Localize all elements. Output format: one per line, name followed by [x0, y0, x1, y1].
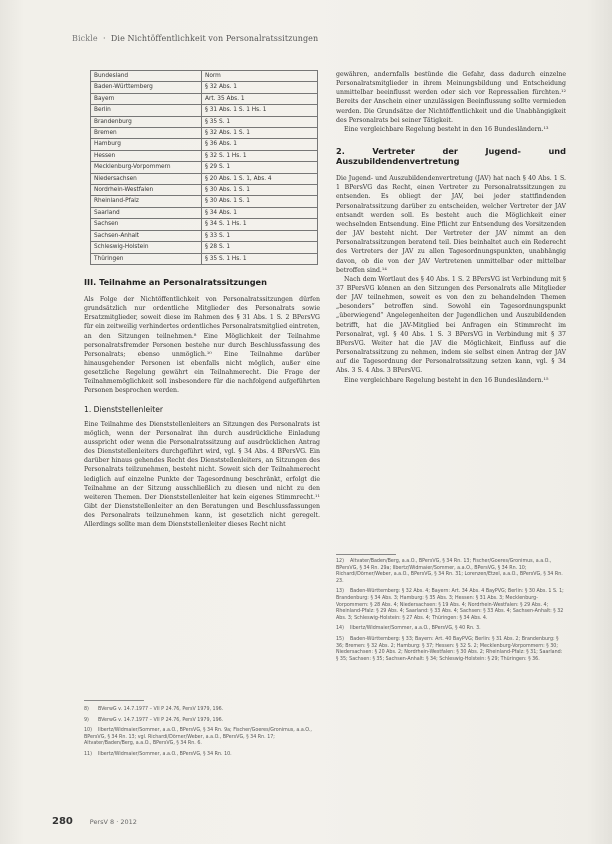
footnote: [336, 637, 566, 663]
section-heading-jav: 2. Vertreter der Jugend- und Auszubildendenvertretung: [336, 146, 566, 167]
footnote-number: 10): [84, 728, 92, 734]
table-row: [91, 242, 318, 253]
footnote: [336, 559, 566, 585]
state-cell: Hamburg: [91, 139, 202, 150]
norm-cell: § 31 Abs. 1 S. 1 Hs. 1: [202, 105, 318, 116]
state-cell: Saarland: [91, 207, 202, 218]
norm-cell: § 35 S. 1: [202, 116, 318, 127]
footnote-text: Altvater/Baden/Berg, a.a.O., BPersVG, § 34 Rn. 13; Fischer/Goeres/Gronimus, a.a.O., BPersVG, § 34 Rn. 29a; Ilbertz/Widmaier/Sommer, a.a.O., BPersVG, § 34 Rn. 10; Richardi/Dörner/Weber, a.a.O., BPersVG, § 34 Rn. 31; Lorenzen/Etzel, a.a.O., BPersVG, § 34 Rn. 23.: [336, 559, 563, 584]
norm-cell: § 30 Abs. 1 S. 1: [202, 196, 318, 207]
paragraph-continuation: gewähren, andernfalls bestünde die Gefahr, dass dadurch einzelne Personalratsmitglieder in ihrem Meinungsbildung und Entscheidung unmittelbar beeinflusst werden oder sich vor Repressalien fürchten.¹² Bereits der Anschein einer unzulässigen Beeinflussung sollte vermieden werden. Die Grundsätze der Nichtöffentlichkeit und die Unabhängigkeit des Personalrats bei seiner Tätigkeit.: [336, 71, 566, 124]
left-column: [84, 70, 320, 530]
paragraph-jav-3: Eine vergleichbare Regelung besteht in den 16 Bundesländern.¹⁵: [344, 376, 549, 384]
table-row: [91, 185, 318, 196]
state-cell: Baden-Württemberg: [91, 82, 202, 93]
subsection-heading-dienststellenleiter: 1. Dienststellenleiter: [84, 404, 164, 414]
footnote-number: 14): [336, 626, 344, 632]
footnote: [336, 589, 566, 622]
footnote: [84, 707, 320, 714]
table-header-cell: Bundesland: [91, 71, 202, 82]
right-column: [336, 70, 566, 385]
footnote-number: 9): [84, 717, 89, 723]
paragraph-jav-1: Die Jugend- und Auszubildendenvertretung (JAV) hat nach § 40 Abs. 1 S. 1 BPersVG das Recht, einen Vertreter zu Personalratssitzungen zu entsenden. Es obliegt der JAV, bei jeder stattfindenden Personalratssitzung darüber zu entscheiden, welcher Vertreter der JAV entsandt werden soll. Es besteht auch die Möglichkeit einer wechselnden Entsendung. Eine Pflicht zur Entsendung des Vorsitzenden der JAV besteht nicht. Der Vertreter der JAV nimmt an den Personalratssitzungen beratend teil. Dies beinhaltet auch ein Rederecht des Vertreters der JAV zu allen Tagesordnungspunkten, unabhängig davon, ob die von der JAV Vertretenen unmittelbar oder mittelbar betroffen sind.¹⁴: [336, 175, 566, 274]
footnote-number: 12): [336, 559, 344, 564]
header-title: Die Nichtöffentlichkeit von Personalratssitzungen: [110, 34, 319, 43]
norm-cell: § 34 S. 1 Hs. 1: [202, 219, 318, 230]
state-cell: Bremen: [91, 128, 202, 139]
footnote-text: Ilbertz/Widmaier/Sommer, a.a.O., BPersVG, § 34 Rn. 10.: [98, 751, 232, 757]
footnote-text: BVerwG v. 14.7.1977 – VII P 24.76, PersV 1979, 196.: [98, 707, 224, 712]
paragraph-dienststellenleiter: Eine Teilnahme des Dienststellenleiters an Sitzungen des Personalrats ist möglich, wenn der Personalrat ihn durch ausdrückliche Einladung ausspricht oder wenn die Personalratssitzung auf ausdrücklichen Antrag des Dienststellenleiters durchgeführt wird, vgl. § 34 Abs. 4 BPersVG. Ein darüber hinaus gehendes Recht des Dienststellenleiters, an Sitzungen des Personalrats teilzunehmen, besteht nicht. Soweit sich der Teilnahmerecht lediglich auf einzelne Punkte der Tagesordnung beschränkt, erfolgt die Teilnahme an der Sitzung ausschließlich zu diesen und nicht zu den weiteren Themen. Der Dienststellenleiter hat kein eigenes Stimmrecht.¹¹ Gibt der Dienststellenleiter an den Beratungen und Beschlussfassungen des Personalrats teilzunehmen kann, ist gesetzlich nicht geregelt. Allerdings sollte man dem Dienststellenleiter dieses Recht nicht: [84, 420, 320, 529]
paragraph-comparable-rule-1: Eine vergleichbare Regelung besteht in den 16 Bundesländern.¹³: [344, 125, 549, 133]
paragraph-jav-2: Nach dem Wortlaut des § 40 Abs. 1 S. 2 BPersVG ist Verbindung mit § 37 BPersVG können an den Sitzungen des Personalrats alle Mitglieder der JAV teilnehmen, soweit es von den zu behandelnden Themen „besonders“ betroffen sind. Sowohl ein Tagesordnungspunkt „überwiegend“ Angelegenheiten der Jugendlichen und Auszubildenden betrifft, hat die JAV-Mitglied bei Anfragen ein Stimmrecht im Personalrat, vgl. § 40 Abs. 1 S. 3 BPersVG in Verbindung mit § 37 BPersVG. Weiter hat die JAV die Möglichkeit, Einfluss auf die Personalratssitzung zu nehmen, indem sie selbst einen Antrag der JAV auf die Tagesordnung der Personalratssitzung setzen kann, vgl. § 34 Abs. 3 S. 4 Abs. 3 BPersVG.: [336, 275, 566, 375]
state-cell: Brandenburg: [91, 116, 202, 127]
table-row: [91, 253, 318, 264]
norm-cell: § 36 Abs. 1: [202, 139, 318, 150]
state-cell: Berlin: [91, 105, 202, 116]
page-number: 280: [52, 816, 73, 827]
running-header: Bickle · Die Nichtöffentlichkeit von Personalratssitzungen: [72, 34, 319, 43]
table-row: [91, 196, 318, 207]
state-cell: Hessen: [91, 150, 202, 161]
table-row: [91, 116, 318, 127]
norm-cell: Art. 35 Abs. 1: [202, 93, 318, 104]
footnote: [336, 626, 566, 633]
state-cell: Schleswig-Holstein: [91, 242, 202, 253]
state-cell: Nordrhein-Westfalen: [91, 185, 202, 196]
footnote-number: 11): [84, 751, 92, 757]
state-cell: Rheinland-Pfalz: [91, 196, 202, 207]
footnote-rule: [336, 554, 396, 555]
footnote-text: BVerwG v. 14.7.1977 – VII P 24.76, PersV 1979, 196.: [98, 717, 224, 723]
header-author: Bickle: [72, 34, 98, 43]
table-row: [91, 93, 318, 104]
issue-label: PersV 8 · 2012: [89, 818, 137, 826]
norm-cell: § 20 Abs. 1 S. 1, Abs. 4: [202, 173, 318, 184]
norm-cell: § 35 S. 1 Hs. 1: [202, 253, 318, 264]
table-row: [91, 82, 318, 93]
footnote-text: Baden-Württemberg: § 32 Abs. 4; Bayern: Art. 34 Abs. 4 BayPVG; Berlin: § 30 Abs. 1 S. 1; Brandenburg: § 34 Abs. 3; Hamburg: § 35 Abs. 3; Hessen: § 31 Abs. 3; Mecklenburg-Vorpommern: § 28 Abs. 4; Niedersachsen: § 19 Abs. 4; Nordrhein-Westfalen: § 29 Abs. 4; Rheinland-Pfalz: § 29 Abs. 4; Saarland: § 33 Abs. 4; Sachsen: § 33 Abs. 4; Sachsen-Anhalt: § 32 Abs. 3; Schleswig-Holstein: § 27 Abs. 4; Thüringen: § 34 Abs. 4.: [336, 589, 564, 621]
norm-cell: § 34 Abs. 1: [202, 207, 318, 218]
footnote-rule: [84, 700, 144, 701]
paragraph-teilnahme: Als Folge der Nichtöffentlichkeit von Personalratssitzungen dürfen grundsätzlich nur ordentliche Mitglieder des Personalrats sowie Ersatzmitglieder, soweit diese im Rahmen des § 31 Abs. 1 S. 2 BPersVG für ein zeitweilig verhindertes ordentliches Personalratsmitglied eintreten, an den Sitzungen teilnehmen.⁸ Eine Möglichkeit der Teilnahme personalratsfremder Personen bestehe nur durch Beschlussfassung des Personalrats; ebenso unmöglich.¹⁰ Eine Teilnahme darüber hinausgehender Personen ist ebenfalls nicht möglich, außer eine gesetzliche Regelung gewährt ein Teilnahmerecht. Die Frage der Teilnahmemöglichkeit soll insbesondere für die nachfolgend aufgeführten Personen besprochen werden.: [84, 295, 320, 395]
footnote-text: Ilbertz/Widmaier/Sommer, a.a.O., BPersVG, § 34 Rn. 9a; Fischer/Goeres/Gronimus, a.a.O., BPersVG, § 34 Rn. 13; vgl. Richardi/Dörner/Weber, a.a.O., BPersVG, § 34 Rn. 17; Altvater/Baden/Berg, a.a.O., BPersVG, § 34 Rn. 6.: [84, 728, 312, 747]
footnote-text: Baden-Württemberg: § 33; Bayern: Art. 40 BayPVG; Berlin: § 31 Abs. 2; Brandenburg: § 36; Bremen: § 32 Abs. 2; Hamburg: § 37; Hessen: § 32 S. 2; Mecklenburg-Vorpommern: § 30; Niedersachsen: § 20 Abs. 2; Nordrhein-Westfalen: § 30 Abs. 2; Rheinland-Pfalz: § 31; Saarland: § 35; Sachsen: § 35; Sachsen-Anhalt: § 34; Schleswig-Holstein: § 29; Thüringen: § 36.: [336, 636, 563, 662]
norm-cell: § 32 S. 1 Hs. 1: [202, 150, 318, 161]
footnote: [84, 718, 320, 725]
footnote-text: Ilbertz/Widmaier/Sommer, a.a.O., BPersVG, § 40 Rn. 3.: [350, 626, 481, 632]
table-row: [91, 128, 318, 139]
footnote-number: 8): [84, 707, 89, 712]
state-cell: Bayern: [91, 93, 202, 104]
footnotes-right: [336, 554, 566, 667]
section-heading-teilnahme: III. Teilnahme an Personalratssitzungen: [84, 276, 267, 287]
norm-cell: § 32 Abs. 1 S. 1: [202, 128, 318, 139]
table-row: [91, 139, 318, 150]
norm-cell: § 29 S. 1: [202, 162, 318, 173]
footnotes-left: [84, 700, 320, 763]
state-cell: Sachsen: [91, 219, 202, 230]
footnote: [84, 752, 320, 759]
table-row: [91, 230, 318, 241]
state-cell: Thüringen: [91, 253, 202, 264]
table-row: [91, 207, 318, 218]
page-footer: [52, 816, 137, 827]
norm-cell: § 30 Abs. 1 S. 1: [202, 185, 318, 196]
state-cell: Mecklenburg-Vorpommern: [91, 162, 202, 173]
norm-cell: § 32 Abs. 1: [202, 82, 318, 93]
norm-cell: § 28 S. 1: [202, 242, 318, 253]
table-header-row: [91, 71, 318, 82]
table-header-cell: Norm: [202, 71, 318, 82]
table-row: [91, 173, 318, 184]
state-norm-table: [90, 70, 318, 265]
table-row: [91, 150, 318, 161]
norm-cell: § 33 S. 1: [202, 230, 318, 241]
state-cell: Niedersachsen: [91, 173, 202, 184]
footnote-number: 13): [336, 589, 344, 595]
table-row: [91, 162, 318, 173]
footnote-number: 15): [336, 636, 344, 642]
table-row: [91, 105, 318, 116]
table-row: [91, 219, 318, 230]
footnote: [84, 728, 320, 748]
state-cell: Sachsen-Anhalt: [91, 230, 202, 241]
